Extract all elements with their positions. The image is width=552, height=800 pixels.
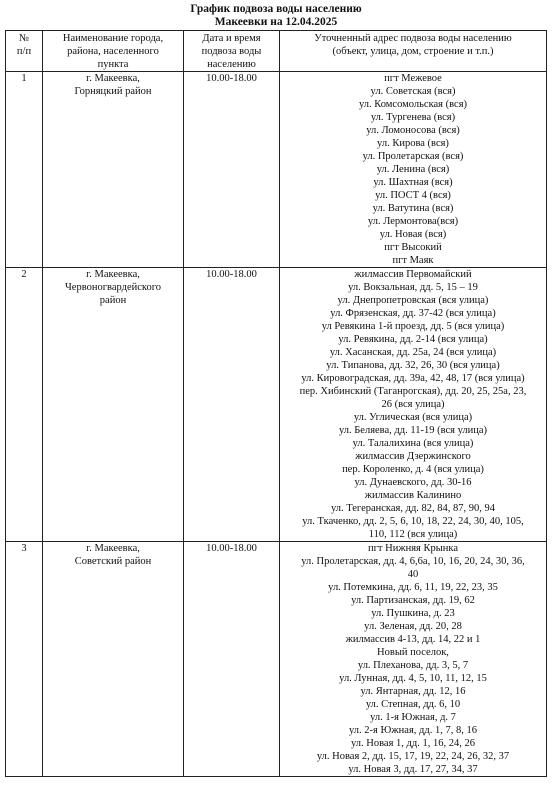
row-district	[43, 268, 184, 542]
address-line: ул. Днепропетровская (вся улица)	[337, 295, 489, 306]
address-line: жилмассив 4-13, дд. 14, 22 и 1	[345, 634, 481, 645]
table-header-row	[6, 31, 547, 72]
header-address	[280, 31, 547, 72]
address-line: ул. Беляева, дд. 11-19 (вся улица)	[338, 425, 488, 436]
header-time-line: населению	[207, 59, 256, 70]
document-title-line2: Макеевки на 12.04.2025	[214, 16, 338, 28]
header-district	[43, 31, 184, 72]
address-line: ул. Новая 1, дд. 1, 16, 24, 26	[351, 738, 475, 749]
address-line: ул. Тегеранская, дд. 82, 84, 87, 90, 94	[330, 503, 496, 514]
address-line: ул. Пролетарская, дд. 4, 6,6а, 10, 16, 20, 24, 30, 36,	[301, 556, 525, 567]
row-delivery-time: 10.00-18.00	[184, 542, 280, 777]
address-line: ул. Новая 3, дд. 17, 27, 34, 37	[348, 764, 478, 775]
address-line: ул. Плеханова, дд. 3, 5, 7	[357, 660, 469, 671]
address-line: ул. Ватутина (вся)	[372, 203, 454, 214]
district-line: Червоногвардейского	[64, 282, 162, 293]
address-line: пер. Хибинский (Таганрогская), дд. 20, 25, 25а, 23,	[299, 386, 527, 397]
address-line: ул. Потемкина, дд. 6, 11, 19, 22, 23, 35	[328, 582, 498, 593]
row-address-list	[280, 72, 547, 268]
table-row	[6, 268, 547, 542]
address-line: ул. Новая (вся)	[379, 229, 447, 240]
address-line: ул. ПОСТ 4 (вся)	[375, 190, 451, 201]
row-number: 3	[6, 542, 43, 777]
address-line: 40	[407, 569, 419, 580]
address-line: ул. Партизанская, дд. 19, 62	[351, 595, 475, 606]
address-line: пер. Короленко, д. 4 (вся улица)	[342, 464, 484, 475]
district-line: Советский район	[74, 556, 152, 567]
row-address-list	[280, 268, 547, 542]
header-number	[6, 31, 43, 72]
address-line: ул. Новая 2, дд. 15, 17, 19, 22, 24, 26, 32, 37	[316, 751, 510, 762]
address-line: ул. Шахтная (вся)	[373, 177, 453, 188]
row-district	[43, 72, 184, 268]
address-line: ул. Ревякина, дд. 2-14 (вся улица)	[338, 334, 488, 345]
document-title-line1: График подвоза воды населению	[190, 3, 362, 15]
address-line: ул. Ленина (вся)	[376, 164, 450, 175]
district-line: г. Макеевка,	[86, 543, 140, 554]
address-line: ул. Пролетарская (вся)	[362, 151, 464, 162]
address-line: ул. Степная, дд. 6, 10	[365, 699, 461, 710]
address-line: пгт Маяк	[392, 255, 434, 266]
row-number: 2	[6, 268, 43, 542]
address-line: ул. Кирова (вся)	[377, 138, 449, 149]
table-row	[6, 542, 547, 777]
address-line: ул. Пушкина, д. 23	[371, 608, 455, 619]
address-line: жилмассив Дзержинского	[355, 451, 471, 462]
header-district-line: пункта	[97, 59, 129, 70]
address-line: ул. Типанова, дд. 32, 26, 30 (вся улица)	[326, 360, 500, 371]
district-line: Горняцкий район	[74, 86, 152, 97]
address-line: ул. Зеленая, дд. 20, 28	[364, 621, 462, 632]
row-district	[43, 542, 184, 777]
address-line: ул. Тургенева (вся)	[370, 112, 456, 123]
address-line: ул. Вокзальная, дд. 5, 15 – 19	[348, 282, 478, 293]
address-line: жилмассив Первомайский	[354, 269, 472, 280]
table-body	[6, 72, 547, 777]
header-number-line: №	[18, 33, 30, 44]
water-delivery-table	[5, 30, 547, 777]
address-line: ул. Фрязенская, дд. 37-42 (вся улица)	[330, 308, 496, 319]
address-line: ул. Ломоносова (вся)	[366, 125, 460, 136]
address-line: пгт Нижняя Крынка	[367, 543, 459, 554]
header-number-line: п/п	[16, 46, 32, 57]
address-line: ул. Янтарная, дд. 12, 16	[360, 686, 466, 697]
district-line: г. Макеевка,	[86, 269, 140, 280]
address-line: пгт Высокий	[384, 242, 442, 253]
row-address-list	[280, 542, 547, 777]
header-address-line: Уточненный адрес подвоза воды населению	[314, 33, 512, 44]
address-line: ул. Лунная, дд. 4, 5, 10, 11, 12, 15	[339, 673, 487, 684]
address-line: ул. Углическая (вся улица)	[353, 412, 473, 423]
address-line: ул. Лермонтова(вся)	[367, 216, 459, 227]
header-address-line: (объект, улица, дом, строение и т.п.)	[332, 46, 494, 57]
address-line: ул. Дунаевского, дд. 30-16	[354, 477, 472, 488]
address-line: 110, 112 (вся улица)	[368, 529, 458, 540]
address-line: жилмассив Калинино	[364, 490, 462, 501]
address-line: 26 (вся улица)	[381, 399, 445, 410]
address-line: ул. Талалихина (вся улица)	[352, 438, 474, 449]
address-line: ул. Кировоградская, дд. 39а, 42, 48, 17 (вся улица)	[301, 373, 525, 384]
header-time-line: Дата и время	[202, 33, 261, 44]
district-line: район	[99, 295, 127, 306]
row-number: 1	[6, 72, 43, 268]
header-district-line: района, населенного	[67, 46, 159, 57]
address-line: ул. Советская (вся)	[370, 86, 456, 97]
row-delivery-time: 10.00-18.00	[184, 72, 280, 268]
row-delivery-time: 10.00-18.00	[184, 268, 280, 542]
district-line: г. Макеевка,	[86, 73, 140, 84]
address-line: ул. 2-я Южная, дд. 1, 7, 8, 16	[349, 725, 477, 736]
address-line: Новый поселок,	[377, 647, 449, 658]
header-time-line: подвоза воды	[201, 46, 262, 57]
address-line: ул. Комсомольская (вся)	[358, 99, 468, 110]
table-row	[6, 72, 547, 268]
address-line: пгт Межевое	[384, 73, 442, 84]
address-line: ул. Хасанская, дд. 25а, 24 (вся улица)	[329, 347, 497, 358]
address-line: ул. Ткаченко, дд. 2, 5, 6, 10, 18, 22, 24, 30, 40, 105,	[302, 516, 524, 527]
address-line: ул Ревякина 1-й проезд, дд. 5 (вся улица)	[321, 321, 505, 332]
address-line: ул. 1-я Южная, д. 7	[370, 712, 456, 723]
header-district-line: Наименование города,	[62, 33, 164, 44]
header-time	[184, 31, 280, 72]
